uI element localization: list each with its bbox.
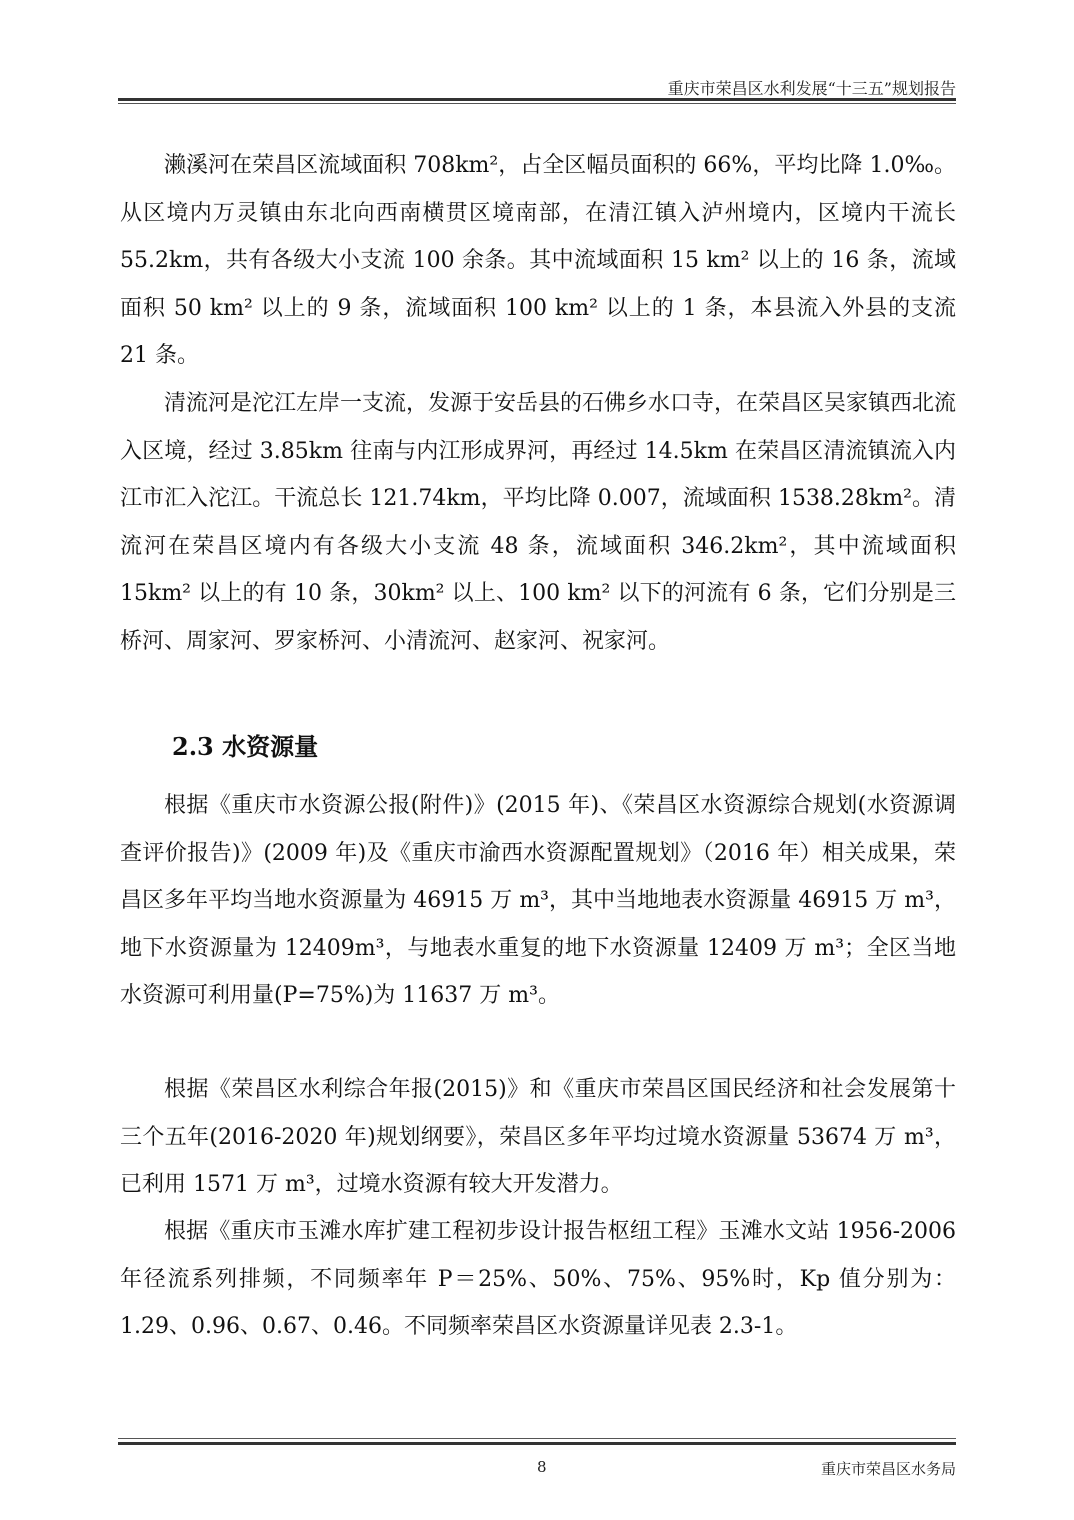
footer-rule-thin xyxy=(118,1438,956,1439)
paragraph-local-water-resources: 根据《重庆市水资源公报(附件)》(2015 年)、《荣昌区水资源综合规划(水资源调查评价报告)》(2009 年)及《重庆市渝西水资源配置规划》（2016 年）相关成果，荣昌区多年平均当地水资源量为 46915 万 m³，其中当地地表水资源量 46915 万 m³，地下水资源量为 12409m³，与地表水重复的地下水资源量 12409 万 m³；全区当地水资源可利用量(P=75%)为 11637 万 m³。 xyxy=(120,793,956,1008)
header-title: 重庆市荣昌区水利发展“十三五”规划报告 xyxy=(667,79,956,98)
header-rule-thick xyxy=(118,98,956,101)
paragraph-frequency-analysis: 根据《重庆市玉滩水库扩建工程初步设计报告枢纽工程》玉滩水文站 1956-2006 年径流系列排频，不同频率年 P＝25%、50%、75%、95%时，Kp 值分别为：1.29、0.96、0.67、0.46。不同频率荣昌区水资源量详见表 2.3-1。 xyxy=(120,1219,956,1339)
footer-rule-thick xyxy=(118,1442,956,1445)
paragraph-qingliu-river: 清流河是沱江左岸一支流，发源于安岳县的石佛乡水口寺，在荣昌区吴家镇西北流入区境，经过 3.85km 往南与内江形成界河，再经过 14.5km 在荣昌区清流镇流入内江市汇入沱江。干流总长 121.74km，平均比降 0.007，流域面积 1538.28km²。清流河在荣昌区境内有各级大小支流 48 条，流域面积 346.2km²，其中流域面积 15km² 以上的有 10 条，30km² 以上、100 km² 以下的河流有 6 条，它们分别是三桥河、周家河、罗家桥河、小清流河、赵家河、祝家河。 xyxy=(120,391,957,654)
page-number: 8 xyxy=(537,1458,547,1476)
paragraph-laixi-river: 濑溪河在荣昌区流域面积 708km²，占全区幅员面积的 66%，平均比降 1.0‰。从区境内万灵镇由东北向西南横贯区境南部，在清江镇入泸州境内，区境内干流长 55.2km，共有各级大小支流 100 余条。其中流域面积 15 km² 以上的 16 条，流域面积 50 km² 以上的 9 条，流域面积 100 km² 以上的 1 条，本县流入外县的支流 21 条。 xyxy=(120,153,956,368)
paragraph-transit-water-resources: 根据《荣昌区水利综合年报(2015)》和《重庆市荣昌区国民经济和社会发展第十三个五年(2016-2020 年)规划纲要》，荣昌区多年平均过境水资源量 53674 万 m³，已利用 1571 万 m³，过境水资源有较大开发潜力。 xyxy=(120,1077,956,1197)
footer-organization: 重庆市荣昌区水务局 xyxy=(820,1460,956,1478)
section-heading: 2.3 水资源量 xyxy=(172,732,319,761)
header-rule-thin xyxy=(118,103,956,104)
